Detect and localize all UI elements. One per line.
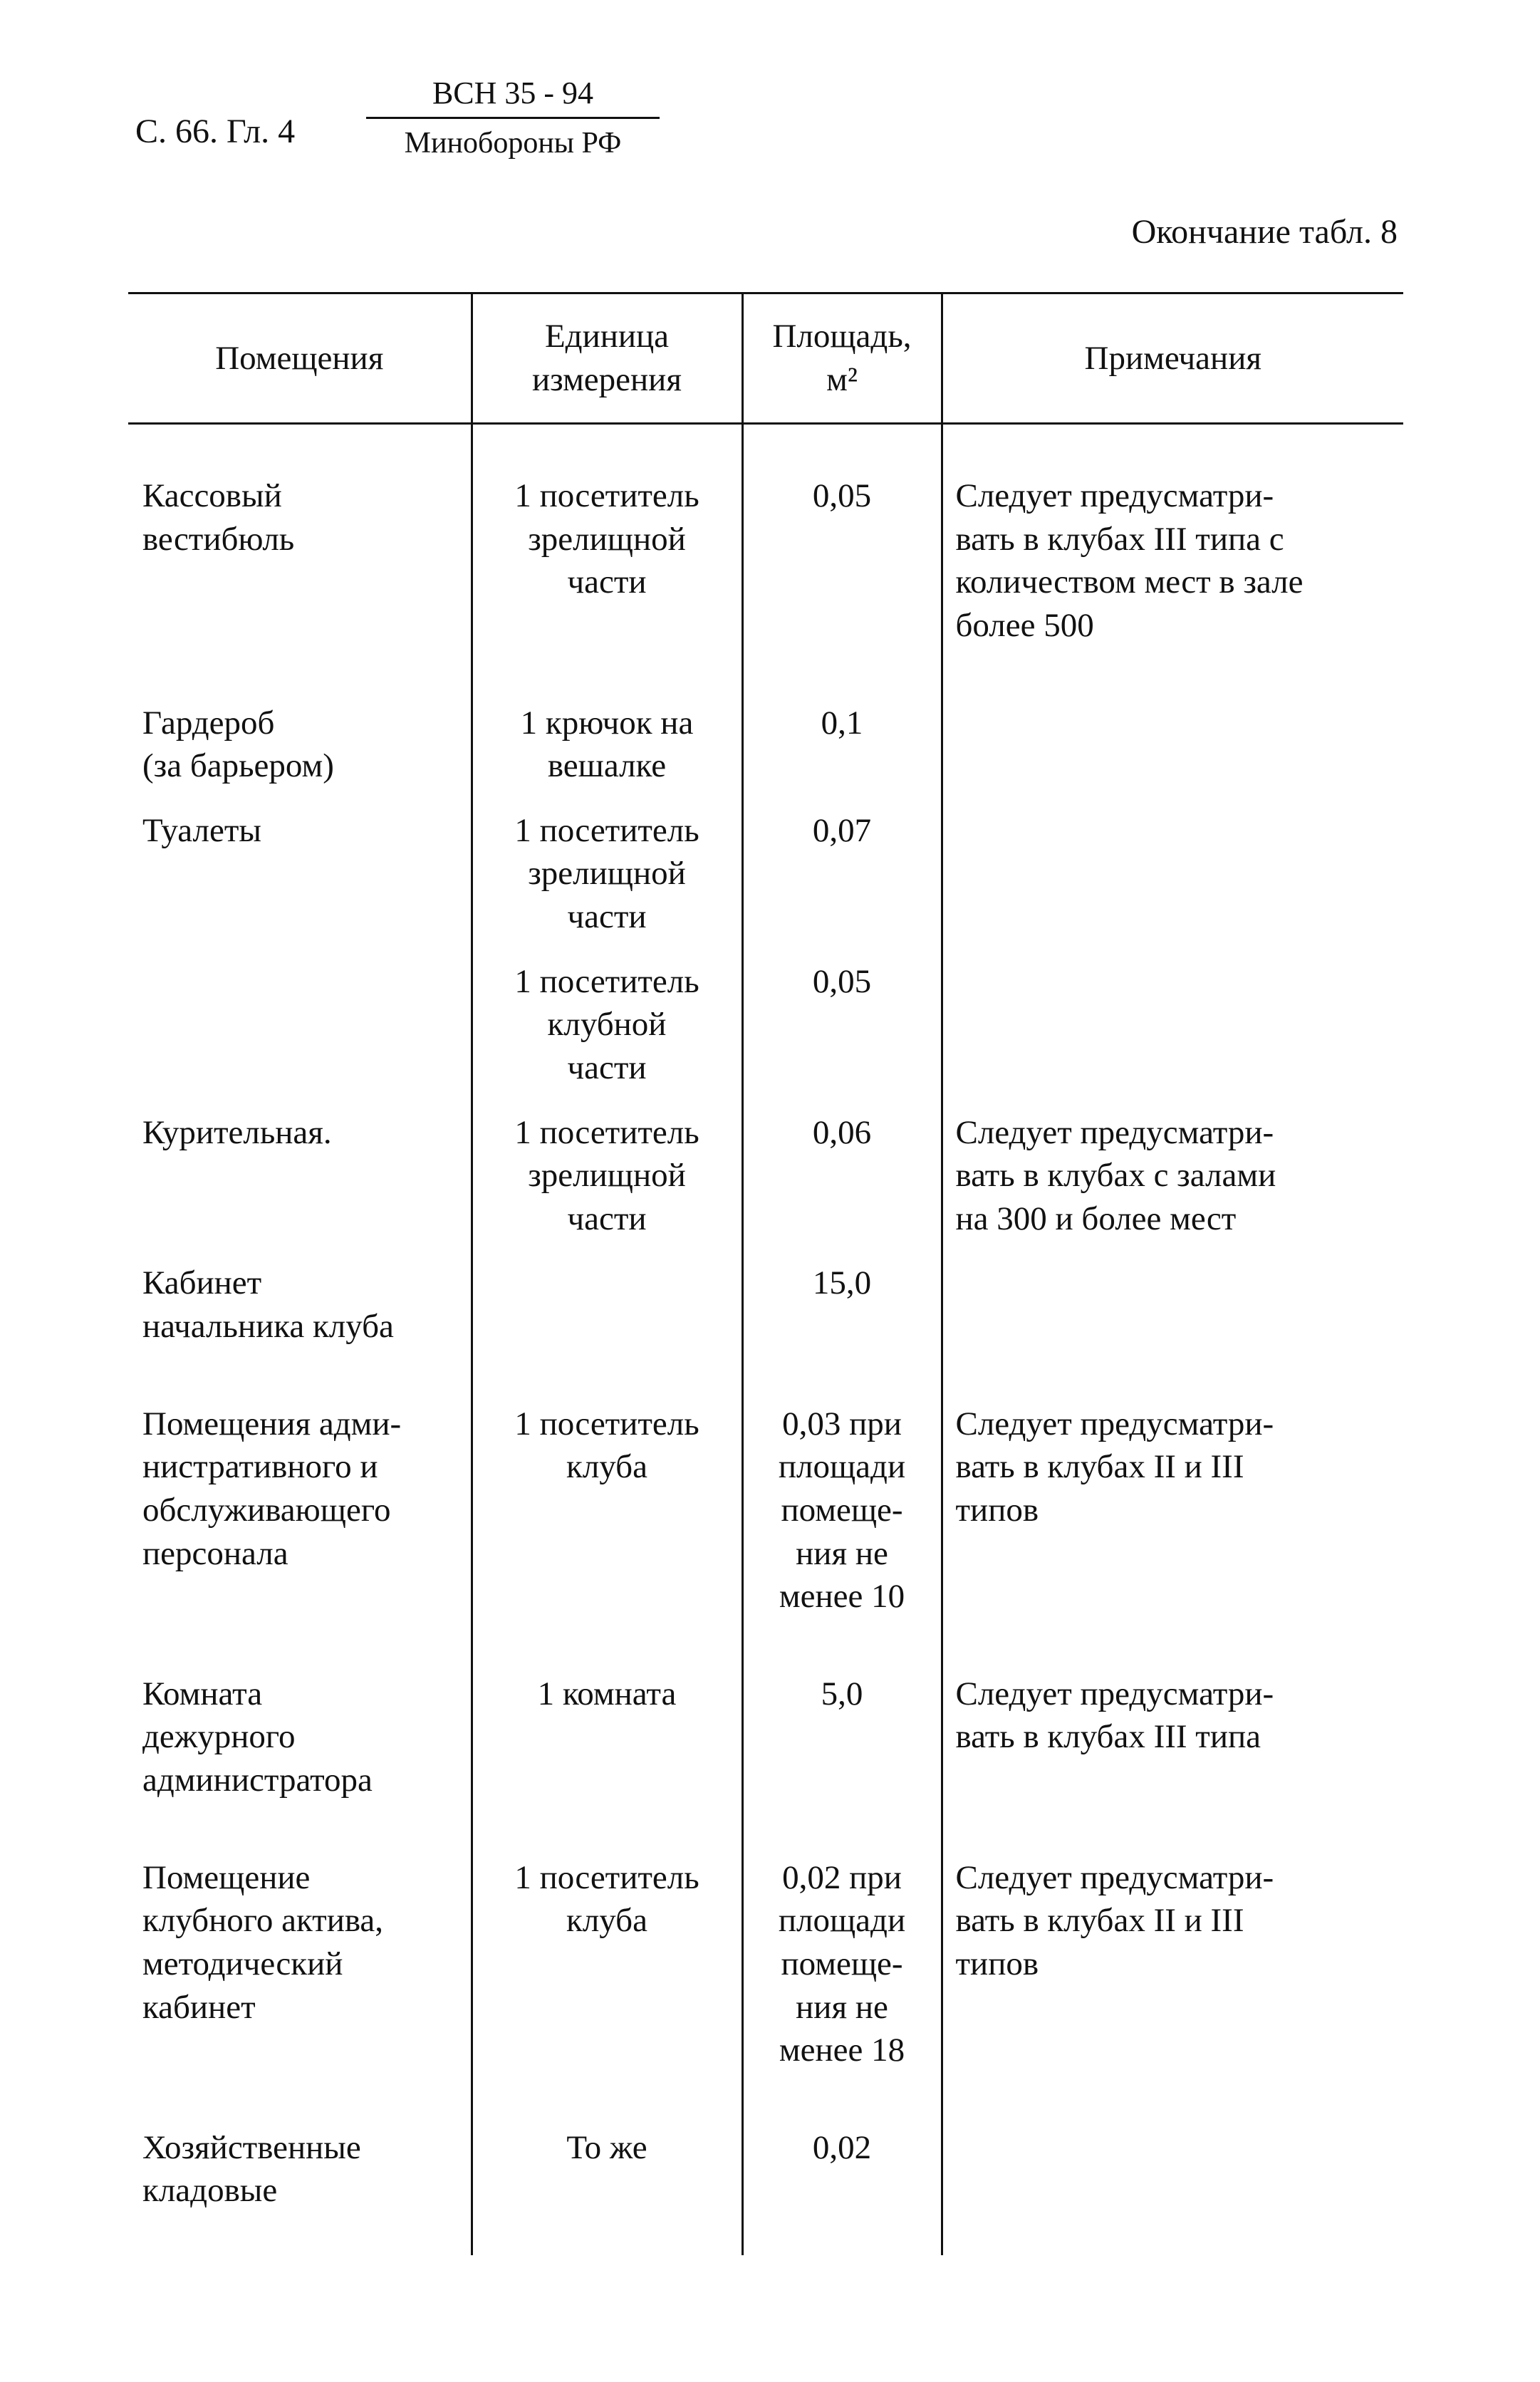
cell-room: Кассовый вестибюль <box>142 477 295 558</box>
cell-area: 0,05 <box>742 960 942 1111</box>
table-row <box>128 1262 1403 1402</box>
cell-unit: 1 посетитель зрелищной части <box>472 809 742 960</box>
cell-unit: 1 посетитель зрелищной части <box>472 1111 742 1262</box>
cell-note <box>942 1262 1403 1402</box>
cell-room <box>128 960 472 1111</box>
cell-area: 5,0 <box>742 1673 942 1856</box>
table-caption: Окончание табл. 8 <box>1131 213 1398 251</box>
cell-note: Следует предусматри- вать в клубах III типа с количеством мест в зале более 500 <box>942 424 1403 702</box>
cell-room: Хозяйственные кладовые <box>142 2128 361 2210</box>
cell-note <box>942 809 1403 960</box>
cell-note <box>942 702 1403 809</box>
table-row <box>128 1111 1403 1262</box>
table-row <box>128 1673 1403 1856</box>
cell-area: 0,02 <box>742 2126 942 2255</box>
header-rooms: Помещения <box>128 293 472 424</box>
cell-area: 0,02 при площади помеще- ния не менее 18 <box>742 1856 942 2126</box>
cell-area: 0,03 при площади помеще- ния не менее 10 <box>742 1403 942 1673</box>
cell-area: 15,0 <box>742 1262 942 1402</box>
cell-note: Следует предусматри- вать в клубах II и III типов <box>942 1856 1403 2126</box>
cell-room: Помещение клубного актива, методический кабинет <box>142 1858 384 2026</box>
table-row <box>128 809 1403 960</box>
table-row <box>128 702 1403 809</box>
table-row <box>128 1403 1403 1673</box>
table-row <box>128 960 1403 1111</box>
table-row <box>128 424 1403 702</box>
cell-room: Кабинет начальника клуба <box>142 1264 394 1345</box>
cell-room: Комната дежурного администратора <box>142 1675 373 1799</box>
document-number: ВСН 35 - 94 <box>366 75 660 119</box>
cell-note: Следует предусматри- вать в клубах с залами на 300 и более мест <box>942 1111 1403 1262</box>
cell-unit <box>472 1262 742 1402</box>
cell-unit: 1 посетитель зрелищной части <box>472 424 742 702</box>
cell-note: Следует предусматри- вать в клубах II и III типов <box>942 1403 1403 1673</box>
cell-room: Гардероб (за барьером) <box>142 704 334 785</box>
cell-note: Следует предусматри- вать в клубах III типа <box>942 1673 1403 1856</box>
cell-unit: 1 посетитель клубной части <box>472 960 742 1111</box>
cell-area: 0,1 <box>742 702 942 809</box>
rooms-area-table <box>128 292 1403 2255</box>
document-organization: Минобороны РФ <box>404 127 622 160</box>
table-row <box>128 2126 1403 2255</box>
cell-unit: 1 посетитель клуба <box>472 1403 742 1673</box>
cell-note <box>942 2126 1403 2255</box>
table-header-row <box>128 293 1403 424</box>
document-code <box>366 75 660 160</box>
cell-area: 0,06 <box>742 1111 942 1262</box>
cell-note <box>942 960 1403 1111</box>
cell-room: Курительная. <box>142 1113 332 1151</box>
cell-room: Помещения адми- нистративного и обслуживающего персонала <box>142 1405 402 1572</box>
page-reference: С. 66. Гл. 4 <box>135 113 296 150</box>
table-row <box>128 1856 1403 2126</box>
cell-area: 0,05 <box>742 424 942 702</box>
cell-area: 0,07 <box>742 809 942 960</box>
cell-room: Туалеты <box>142 811 261 849</box>
header-notes: Примечания <box>942 293 1403 424</box>
cell-unit: То же <box>472 2126 742 2255</box>
cell-unit: 1 посетитель клуба <box>472 1856 742 2126</box>
header-area: Площадь, м² <box>742 293 942 424</box>
cell-unit: 1 крючок на вешалке <box>472 702 742 809</box>
cell-unit: 1 комната <box>472 1673 742 1856</box>
header-unit: Единица измерения <box>472 293 742 424</box>
